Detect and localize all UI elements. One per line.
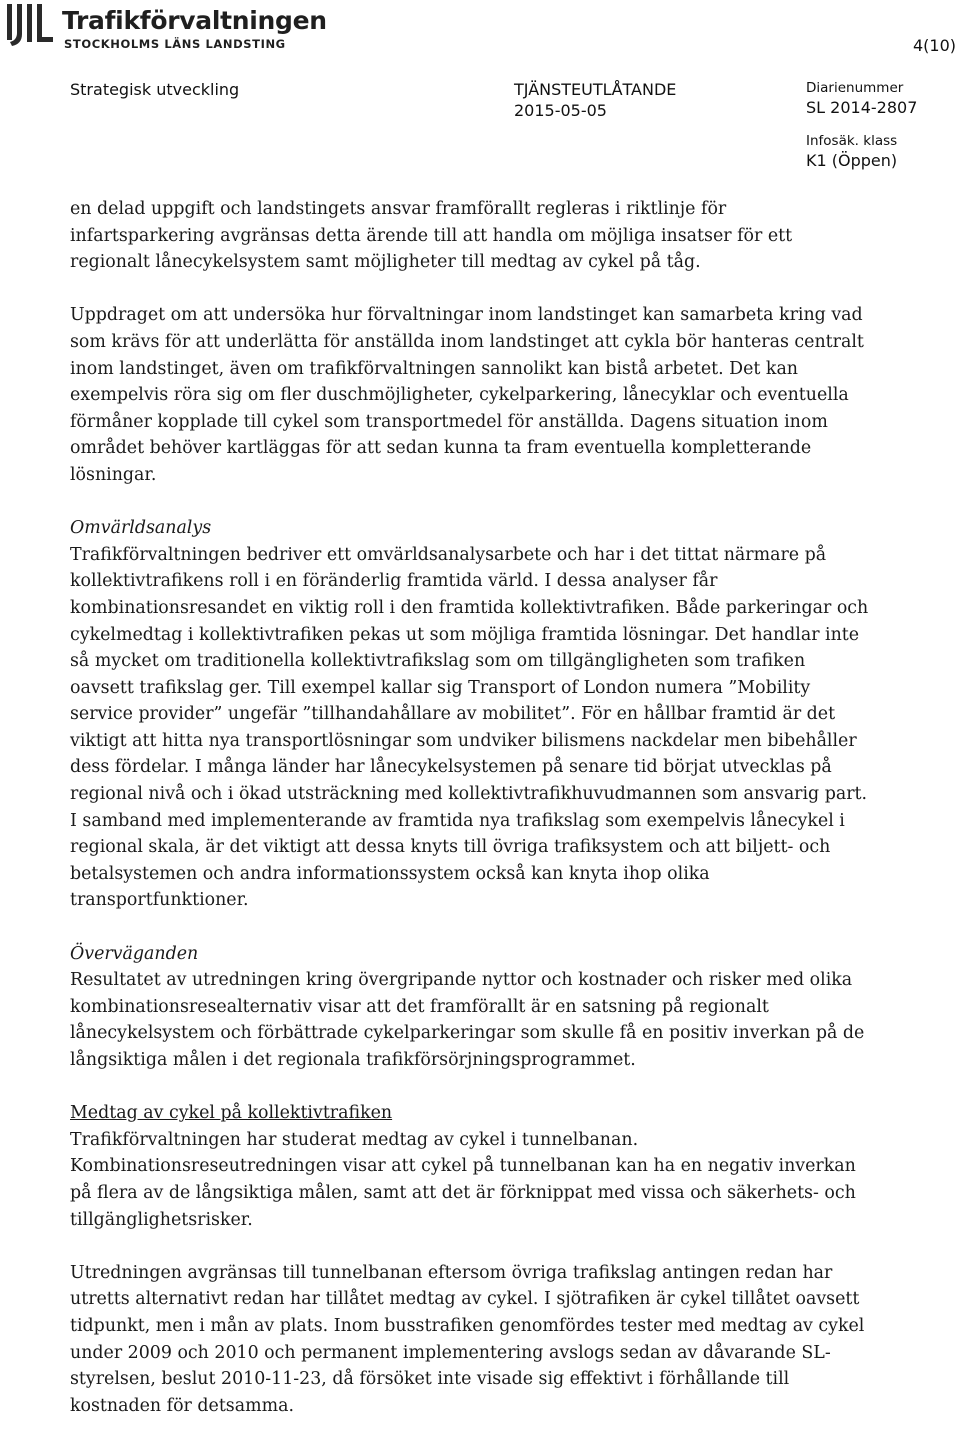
intro-paragraph: en delad uppgift och landstingets ansvar framförallt regleras i riktlinje för infartsparkering avgränsas detta ärende till att handla om möjliga insatser för ett regionalt lånecykelsystem samt möjligheter till medtag av cykel på tåg.: [70, 199, 793, 273]
medtag-paragraph: Trafikförvaltningen har studerat medtag av cykel i tunnelbanan. Kombinationsreseutredningen visar att cykel på tunnelbanan kan ha en negativ inverkan på flera av de långsiktiga målen, samt att det är förknippat med vissa och säkerhets- och tillgänglighetsrisker.: [70, 1129, 856, 1230]
document-date: 2015-05-05: [514, 101, 607, 120]
diarienummer-value: SL 2014-2807: [806, 98, 918, 117]
avgransning-paragraph: Utredningen avgränsas till tunnelbanan eftersom övriga trafikslag antingen redan har utretts alternativt redan har tillåtet medtag av cykel. I sjötrafiken är cykel tillåtet oavsett tidpunkt, men i mån av plats. Inom busstrafiken genomfördes tester med medtag av cykel under 2009 och 2010 och permanent implementering avslogs sedan av dåvarande SL-styrelsen, beslut 2010-11-23, då försöket inte visade sig effektivt i förhållande till kostnaden för detsamma.: [70, 1262, 865, 1416]
infosak-label: Infosäk. klass: [806, 133, 898, 149]
infosak-value: K1 (Öppen): [806, 151, 898, 170]
organization-name: Trafikförvaltningen: [62, 6, 327, 35]
overvaganden-paragraph: Resultatet av utredningen kring övergripande nyttor och kostnader och risker med olika kombinationsresealternativ visar att det framförallt är en satsning på regionalt lånecykelsystem och förbättrade cykelparkeringar som skulle få en positiv inverkan på de långsiktiga målen i det regionala trafikförsörjningsprogrammet.: [70, 970, 865, 1070]
department-label: Strategisk utveckling: [70, 80, 240, 99]
document-type: TJÄNSTEUTLÅTANDE: [514, 80, 677, 99]
omvarldsanalys-paragraph: Trafikförvaltningen bedriver ett omvärldsanalysarbete och har i det tittat närmare på kollektivtrafikens roll i en föränderlig framtida värld. I dessa analyser får kombinationsresandet en viktig roll i den framtida kollektivtrafiken. Både parkeringar och cykelmedtag i kollektivtrafiken pekas ut som möjliga framtida lösningar. Det handlar inte så mycket om traditionella kollektivtrafikslag som om tillgängligheten som trafiken oavsett trafikslag ger. Till exempel kallar sig Transport of London numera ”Mobility service provider” ungefär ”tillhandahållare av mobilitet”. För en hållbar framtid är det viktigt att hitta nya transportlösningar som undviker bilismens nackdelar men bibehåller dess fördelar. I många länder har lånecykelsystemen på senare tid börjat utvecklas på regional nivå och i ökad utsträckning med kollektivtrafikhuvudmannen som ansvarig part. I samband med implementerande av framtida nya trafikslag som exempelvis lånecykel i regional skala, är det viktigt att dessa knyts till övriga trafiksystem och att biljett- och betalsystemen och andra informationssystem också kan knyta ihop olika transportfunktioner.: [70, 544, 869, 911]
diarienummer-label: Diarienummer: [806, 80, 904, 96]
medtag-heading: Medtag av cykel på kollektivtrafiken: [70, 1103, 393, 1124]
page-number: 4(10): [912, 36, 956, 55]
organization-subtitle: STOCKHOLMS LÄNS LANDSTING: [64, 37, 286, 51]
trafikforvaltningen-logo-icon: [4, 4, 56, 48]
uppdrag-paragraph: Uppdraget om att undersöka hur förvaltningar inom landstinget kan samarbeta kring vad som krävs för att underlätta för anställda inom landstinget att cykla bör hanteras centralt inom landstinget, även om trafikförvaltningen sannolikt kan bistå arbetet. Det kan exempelvis röra sig om fler duschmöjligheter, cykelparkering, lånecyklar och eventuella förmåner kopplade till cykel som transportmedel för anställda. Dagens situation inom området behöver kartläggas för att sedan kunna ta fram eventuella kompletterande lösningar.: [70, 305, 864, 485]
document-body: [70, 196, 870, 1419]
overvaganden-heading: Överväganden: [70, 943, 199, 964]
omvarldsanalys-heading: Omvärldsanalys: [70, 518, 212, 539]
